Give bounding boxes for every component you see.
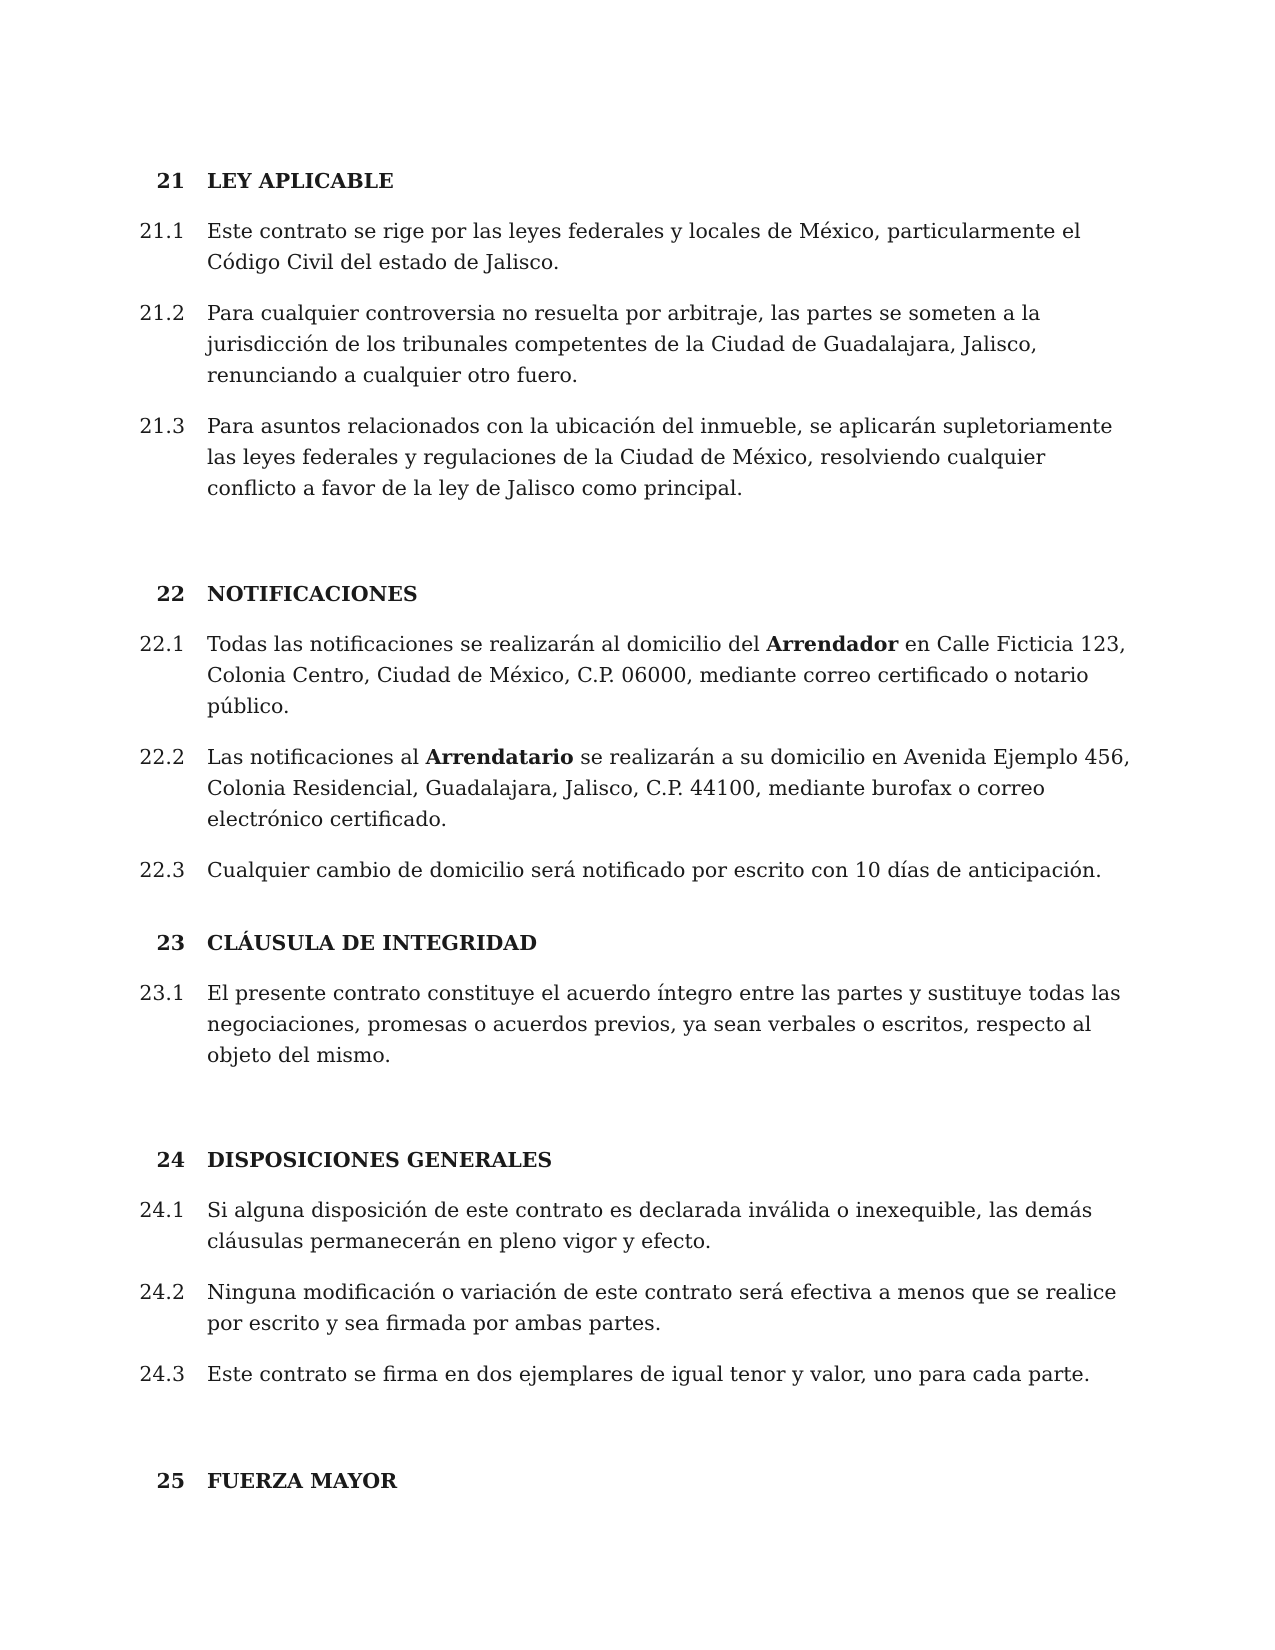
clause-text: Para cualquier controversia no resuelta por arbitraje, las partes se someten a la jurisdicción de los tribunales competentes de la Ciudad de Guadalajara, Jalisco, renunciando a cualquier otro fuero. (207, 301, 1041, 387)
section-23 (0, 928, 1275, 1071)
clause-number: 24.2 (139, 1280, 185, 1304)
clause-24-3 (0, 1359, 1275, 1390)
section-heading (0, 1145, 1275, 1175)
section-21 (0, 166, 1275, 504)
clause-number: 21.3 (139, 414, 185, 438)
section-title: DISPOSICIONES GENERALES (207, 1148, 553, 1172)
section-heading (0, 928, 1275, 958)
clause-text (207, 629, 1132, 722)
clause-21-2 (0, 298, 1275, 391)
party-name-arrendador: Arrendador (766, 632, 899, 656)
section-heading (0, 579, 1275, 609)
clause-text-after: se realizarán a su domicilio en Avenida Ejemplo 456, Colonia Residencial, Guadalajara, Jalisco, C.P. 44100, mediante burofax o correo electrónico certificado. (207, 745, 1131, 831)
section-title: CLÁUSULA DE INTEGRIDAD (207, 931, 537, 955)
clause-text: Ninguna modificación o variación de este contrato será efectiva a menos que se realice por escrito y sea firmada por ambas partes. (207, 1280, 1117, 1335)
clause-text-after: en Calle Ficticia 123, Colonia Centro, Ciudad de México, C.P. 06000, mediante correo certificado o notario público. (207, 632, 1126, 718)
clause-number: 22.3 (139, 858, 185, 882)
clause-24-2 (0, 1277, 1275, 1339)
section-25 (0, 1466, 1275, 1496)
clause-number: 22.2 (139, 745, 185, 769)
clause-text: Para asuntos relacionados con la ubicación del inmueble, se aplicarán supletoriamente las leyes federales y regulaciones de la Ciudad de México, resolviendo cualquier conflicto a favor de la ley de Jalisco como principal. (207, 414, 1113, 500)
section-heading (0, 1466, 1275, 1496)
clause-number: 24.1 (139, 1198, 185, 1222)
section-number: 21 (156, 169, 185, 193)
clause-text: Cualquier cambio de domicilio será notificado por escrito con 10 días de anticipación. (207, 858, 1102, 882)
section-heading (0, 166, 1275, 196)
clause-text-before: Todas las notificaciones se realizarán al domicilio del (207, 632, 767, 656)
section-number: 23 (156, 931, 185, 955)
section-number: 25 (156, 1469, 185, 1493)
clause-22-3 (0, 855, 1275, 886)
clause-text: Si alguna disposición de este contrato es declarada inválida o inexequible, las demás cláusulas permanecerán en pleno vigor y efecto. (207, 1198, 1093, 1253)
clause-text: Este contrato se rige por las leyes federales y locales de México, particularmente el Código Civil del estado de Jalisco. (207, 219, 1081, 274)
section-title: LEY APLICABLE (207, 169, 394, 193)
clause-22-1 (0, 629, 1275, 722)
clause-22-2 (0, 742, 1275, 835)
clause-text (207, 742, 1132, 835)
section-number: 22 (156, 582, 185, 606)
clause-text: Este contrato se firma en dos ejemplares de igual tenor y valor, uno para cada parte. (207, 1362, 1091, 1386)
clause-text-before: Las notificaciones al (207, 745, 426, 769)
section-number: 24 (156, 1148, 185, 1172)
party-name-arrendatario: Arrendatario (425, 745, 574, 769)
clause-number: 22.1 (139, 632, 185, 656)
clause-21-1 (0, 216, 1275, 278)
clause-24-1 (0, 1195, 1275, 1257)
clause-number: 21.2 (139, 301, 185, 325)
clause-number: 24.3 (139, 1362, 185, 1386)
clause-number: 21.1 (139, 219, 185, 243)
clause-number: 23.1 (139, 981, 185, 1005)
clause-text: El presente contrato constituye el acuerdo íntegro entre las partes y sustituye todas las negociaciones, promesas o acuerdos previos, ya sean verbales o escritos, respecto al objeto del mismo. (207, 981, 1121, 1067)
section-24 (0, 1145, 1275, 1390)
section-title: NOTIFICACIONES (207, 582, 418, 606)
clause-21-3 (0, 411, 1275, 504)
section-22 (0, 579, 1275, 886)
clause-23-1 (0, 978, 1275, 1071)
section-title: FUERZA MAYOR (207, 1469, 398, 1493)
